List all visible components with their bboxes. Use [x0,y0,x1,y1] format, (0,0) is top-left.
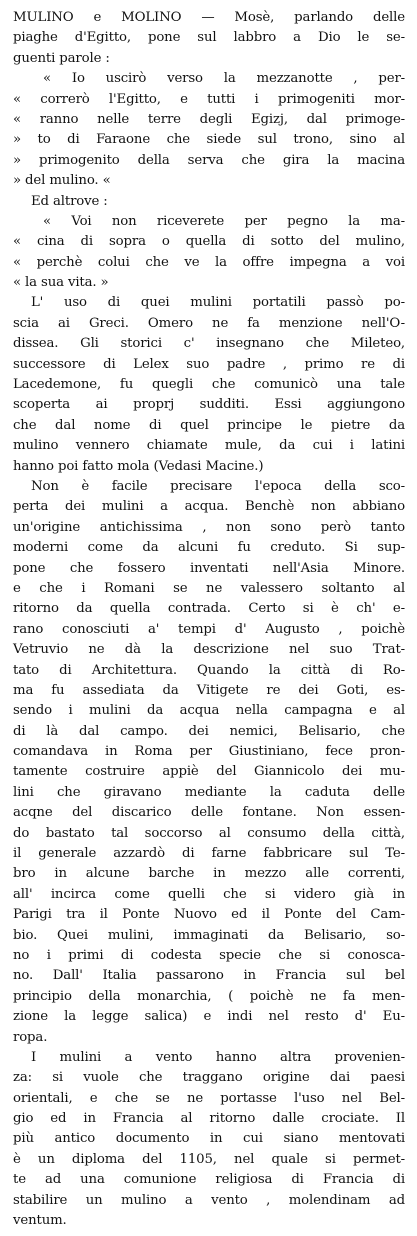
text-line: « la sua vita. » [13,275,109,291]
text-line: no. Dall' Italia passarono in Francia sul bel [13,968,405,984]
text-line: rano conosciuti a' tempi d' Augusto , poichè [13,621,405,637]
text-line: acqne del discarico delle fontane. Non essen- [13,805,405,821]
text-line: te ad una comunione religiosa di Francia di [13,1172,405,1188]
text-line: do bastato tal soccorso al consumo della città, [13,825,405,841]
text-line: dissea. Gli storici c' insegnano che Mileteo, [13,336,405,352]
text-line: L' uso di quei mulini portatili passò po- [31,295,405,311]
text-line: Lacedemone, fu quegli che comunicò una tale [13,377,405,393]
text-line: « perchè colui che ve la offre impegna a voi [13,254,405,270]
text-line: » primogenito della serva che gira la macina [13,152,405,168]
text-line: perta dei mulini a acqua. Benchè non abbiano [13,499,405,515]
text-line: « ranno nelle terre degli Egizj, dal primoge- [13,111,405,127]
text-line: il generale azzardò di farne fabbricare sul Te- [13,846,405,862]
text-line: moderni come da alcuni fu creduto. Si sup- [13,540,405,556]
text-line: piaghe d'Egitto, pone sul labbro a Dio le se- [13,30,405,46]
text-line: principio della monarchia, ( poichè ne fa men- [13,988,405,1004]
text-line: sendo i mulini da acqua nella campagna e al [13,703,405,719]
text-line: ropa. [13,1029,48,1045]
text-line: ventum. [13,1213,67,1229]
text-line: stabilire un mulino a vento , molendinam ad [13,1192,405,1208]
text-line: Non è facile precisare l'epoca della sco- [31,478,405,494]
text-line: Parigi tra il Ponte Nuovo ed il Ponte del Cam- [13,907,405,923]
text-line: ritorno da quella contrada. Certo si è ch' e- [13,601,405,617]
text-line: orientali, e che se ne portasse l'uso nel Bel- [13,1090,405,1106]
text-line: tato di Architettura. Quando la città di Ro- [13,662,405,678]
article-text [13,8,405,1231]
text-line: successore di Lelex suo padre , primo re di [13,356,405,372]
text-line: scoperta ai proprj sudditi. Essi aggiungono [13,397,405,413]
text-line: ma fu assediata da Vitigete re dei Goti, es- [13,682,405,698]
text-line: zione la legge salica) e indi nel resto d' Eu- [13,1009,405,1025]
text-line: un'origine antichissima , non sono però tanto [13,519,405,535]
text-line: guenti parole : [13,50,110,66]
text-line: di là dal campo. dei nemici, Belisario, che [13,723,405,739]
text-line: lini che giravano mediante la caduta delle [13,784,405,800]
text-line: mulino vennero chiamate mule, da cui i latini [13,438,405,454]
text-line: « cina di sopra o quella di sotto del mulino, [13,234,405,250]
text-line: bro in alcune barche in mezzo alle correnti, [13,866,405,882]
text-line: tamente costruire appiè del Giannicolo dei mu- [13,764,405,780]
text-line: » to di Faraone che siede sul trono, sino al [13,132,405,148]
text-line: e che i Romani se ne valessero soltanto al [13,580,405,596]
text-line: no i primi di codesta specie che si conosca- [13,947,405,963]
text-line: più antico documento in cui siano mentovati [13,1131,405,1147]
text-line: scia ai Greci. Omero ne fa menzione nell'O- [13,315,405,331]
text-line: bio. Quei mulini, immaginati da Belisario, so- [13,927,405,943]
text-line: è un diploma del 1105, nel quale si permet- [13,1151,405,1167]
text-line: comandava in Roma per Giustiniano, fece pron- [13,744,405,760]
text-line: gio ed in Francia al ritorno dalle crociate. Il [13,1111,405,1127]
text-line: pone che fossero inventati nell'Asia Minore. [13,560,405,576]
text-line: Vetruvio ne dà la descrizione nel suo Trat- [13,642,405,658]
text-line: « Voi non riceverete per pegno la ma- [43,213,405,229]
text-line: all' incirca come quelli che si videro già in [13,886,405,902]
text-line: che dal nome di quel principe le pietre da [13,417,405,433]
text-line: » del mulino. « [13,173,111,189]
text-line: hanno poi fatto mola (Vedasi Macine.) [13,458,264,474]
text-line: MULINO e MOLINO — Mosè, parlando delle [13,10,405,25]
text-line: « correrò l'Egitto, e tutti i primogeniti mor- [13,91,405,107]
text-line: I mulini a vento hanno altra provenien- [31,1049,405,1065]
text-line: za: si vuole che traggano origine dai paesi [13,1070,405,1086]
text-line: Ed altrove : [31,193,108,209]
text-line: « Io uscirò verso la mezzanotte , per- [43,71,405,87]
